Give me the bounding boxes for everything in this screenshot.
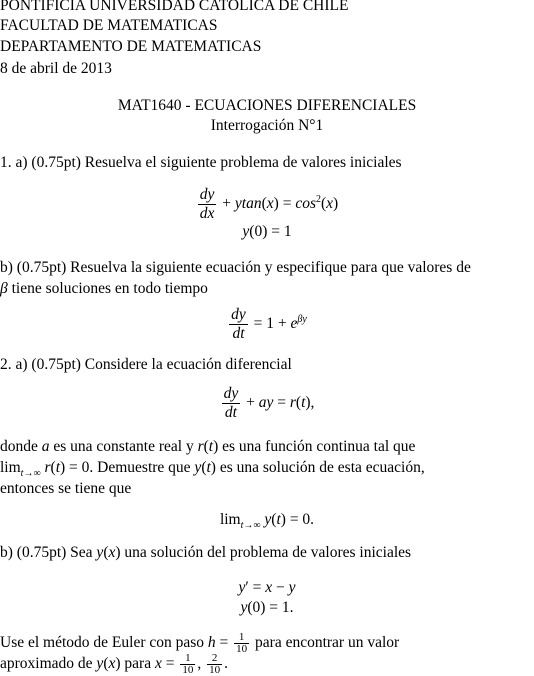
problem-2b-initial-condition: y(0) = 1. [240, 599, 294, 616]
problem-1b-line1: b) (0.75pt) Resuelva la siguiente ecuación y especifique para que valores de [0, 259, 471, 276]
course-title: MAT1640 - ECUACIONES DIFERENCIALES [117, 97, 417, 114]
problem-1a-initial-condition: y(0) = 1 [242, 223, 292, 240]
equation-1a-rhs: + $ytan(x) = \cos^2(x)$ [222, 193, 339, 213]
problem-2b-statement: b) (0.75pt) Sea y(x) una solución del problema de valores iniciales [0, 544, 412, 561]
problem-2a-text2: $\lim_{t\to\infty} r(t) = 0$. Demuestre que y(t) es una solución de esta ecuación, [0, 459, 425, 480]
problem-1b-line2: β tiene soluciones en todo tiempo [0, 280, 208, 297]
problem-1a-statement: 1. a) (0.75pt) Resuelva el siguiente problema de valores iniciales [0, 154, 402, 171]
problem-1b-equation: $\frac{dy}{dt}$ = $1 + e^{\beta y}$ [231, 306, 307, 342]
problem-2b-equation: y′ = x − y [238, 579, 296, 596]
problem-1a-equation [0, 186, 534, 223]
university-name: PONTIFICIA UNIVERSIDAD CATOLICA DE CHILE [0, 0, 349, 14]
problem-2b-text1: Use el método de Euler con paso h = $\frac{1}{10}$ para encontrar un valor [0, 631, 400, 655]
dy-dt-fraction: $\frac{dy}{dt}$ [231, 306, 246, 342]
fraction-one-tenth-2: $\frac{1}{10}$ [182, 652, 194, 676]
problem-2a-text3: entonces se tiene que [0, 480, 132, 497]
problem-2a-text1: donde a es una constante real y r(t) es una función continua tal que [0, 438, 416, 455]
dy-dx-fraction: $\frac{dy}{dx}$ [199, 186, 215, 222]
problem-2a-equation: $\frac{dy}{dt}$ + ay = r(t), [223, 385, 315, 421]
fraction-two-tenths: $\frac{2}{10}$ [209, 652, 221, 676]
problem-2b-text2: aproximado de y(x) para x = $\frac{1}{10}$ , $\frac{2}{10}$ . [0, 652, 228, 676]
faculty-name: FACULTAD DE MATEMATICAS [0, 17, 218, 34]
exam-date: 8 de abril de 2013 [0, 60, 112, 77]
fraction-one-tenth: $\frac{1}{10}$ [236, 631, 248, 655]
problem-2a-limit: $\lim_{t\to\infty} y(t) = 0$. [219, 511, 315, 532]
problem-2a-statement: 2. a) (0.75pt) Considere la ecuación diferencial [0, 356, 292, 373]
department-name: DEPARTAMENTO DE MATEMATICAS [0, 38, 262, 55]
dy-dt-fraction-2: $\frac{dy}{dt}$ [223, 385, 239, 421]
exam-title: Interrogación N°1 [210, 117, 324, 134]
